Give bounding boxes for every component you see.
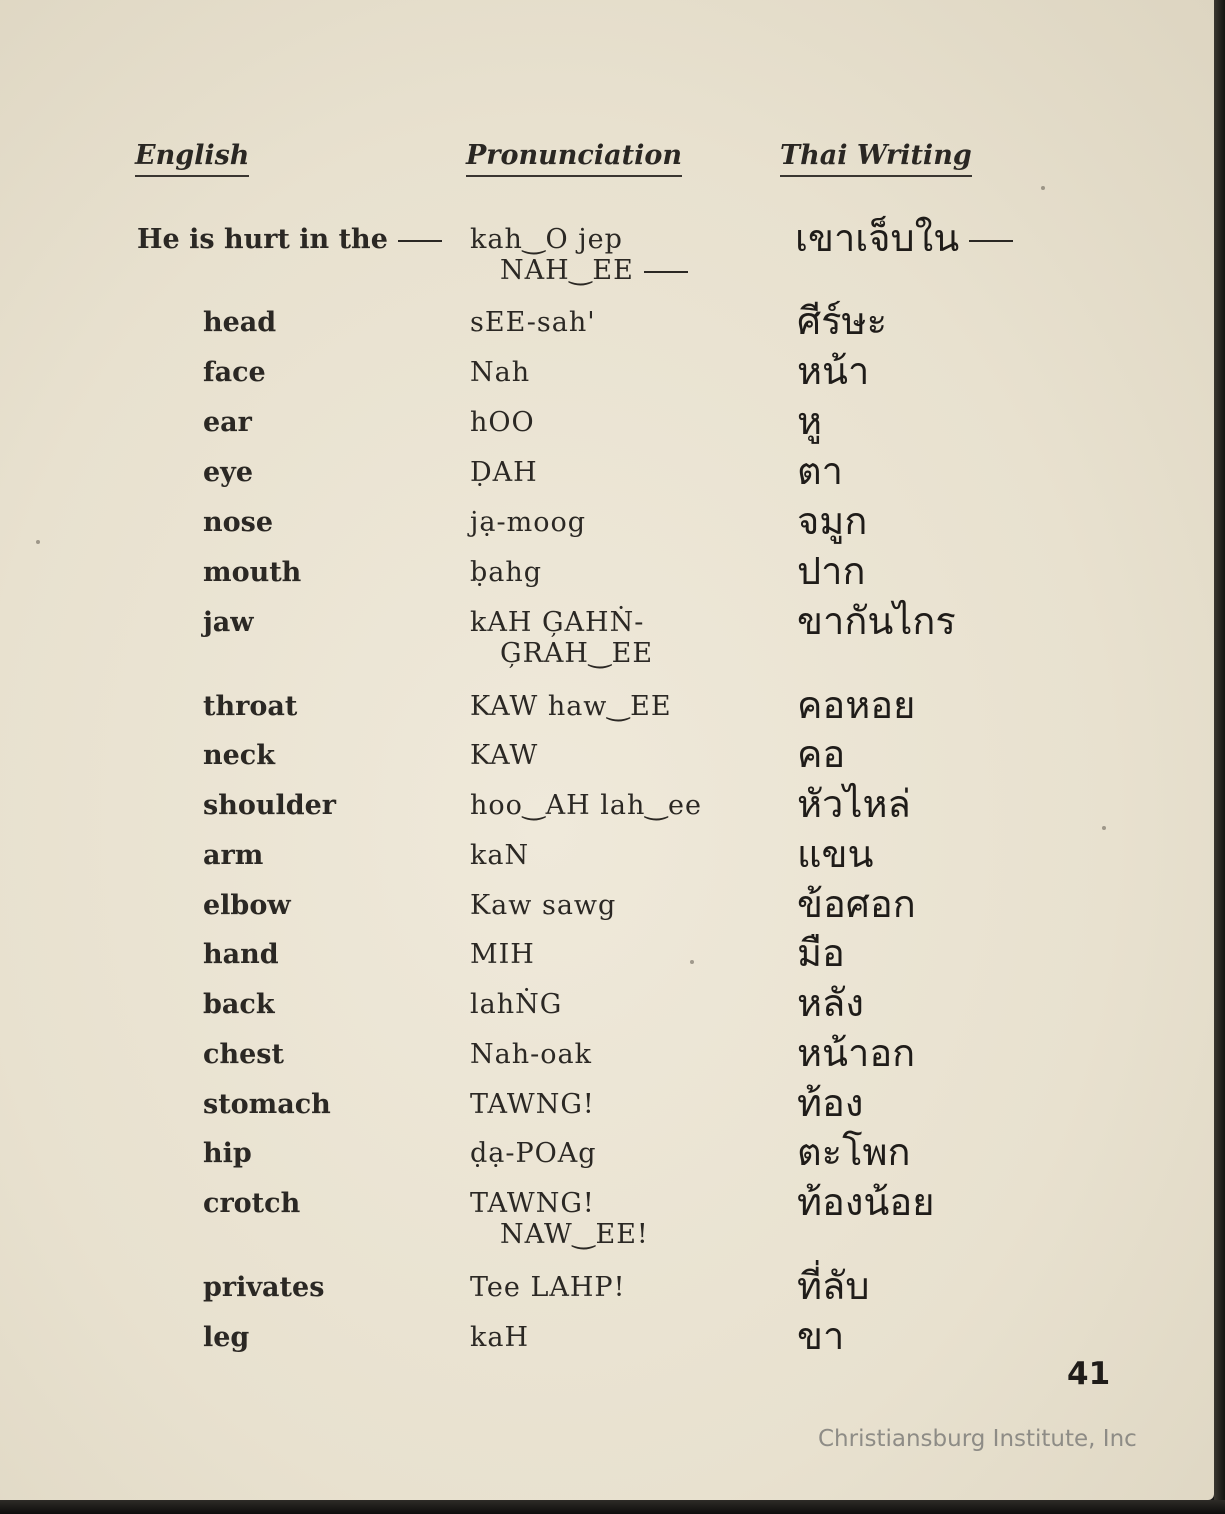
row-thai: หน้าอก: [797, 1031, 916, 1075]
row-thai: ตะโพก: [797, 1130, 911, 1174]
intro-thai: เขาเจ็บใน: [795, 219, 1013, 257]
row-english: jaw: [203, 607, 254, 638]
row-english: head: [203, 307, 277, 338]
row-thai: ปาก: [797, 549, 866, 593]
row-thai: ขากันไกร: [797, 599, 956, 643]
row-english: arm: [203, 840, 264, 871]
row-english: hip: [203, 1138, 252, 1169]
header-thai-writing: Thai Writing: [780, 140, 972, 177]
row-thai: แขน: [797, 832, 874, 876]
row-pronunciation: MIH: [470, 939, 535, 970]
blank-line: [969, 240, 1013, 242]
row-pronunciation: hoo‿AH lah‿ee: [470, 790, 703, 821]
blank-line: [398, 240, 442, 242]
row-english: chest: [203, 1039, 284, 1070]
row-english: privates: [203, 1272, 325, 1303]
header-english: English: [135, 140, 249, 177]
row-thai: จมูก: [797, 499, 868, 543]
row-english: ear: [203, 407, 252, 438]
row-pronunciation: ḌAH: [470, 457, 538, 488]
paper-speck: [1102, 826, 1106, 830]
page-edge-bottom: [0, 1500, 1225, 1514]
row-pronunciation: ḅahg: [470, 557, 543, 588]
row-thai: หัวไหล่: [797, 782, 911, 826]
page-edge-right: [1214, 0, 1225, 1514]
row-pronunciation: Nah: [470, 357, 531, 388]
row-thai: คอ: [797, 732, 846, 776]
row-thai: ขา: [797, 1314, 845, 1358]
row-pronunciation: sEE-sah': [470, 307, 596, 338]
row-thai: หน้า: [797, 349, 870, 393]
row-english: mouth: [203, 557, 302, 588]
row-thai: คอหอย: [797, 683, 916, 727]
row-english: hand: [203, 939, 279, 970]
row-pronunciation: KAW haw‿EE: [470, 691, 672, 722]
row-english: shoulder: [203, 790, 337, 821]
row-english: back: [203, 989, 275, 1020]
row-pronunciation: Nah-oak: [470, 1039, 592, 1070]
paper-speck: [36, 540, 40, 544]
blank-line: [644, 271, 688, 273]
intro-english: He is hurt in the: [137, 224, 442, 255]
paper-speck: [1041, 186, 1045, 190]
row-english: eye: [203, 457, 254, 488]
row-english: elbow: [203, 890, 291, 921]
row-pronunciation: hOO: [470, 407, 535, 438]
row-pronunciation: TAWNG! NAW‿EE!: [470, 1188, 649, 1250]
row-english: stomach: [203, 1089, 331, 1120]
row-thai: ข้อศอก: [797, 882, 916, 926]
row-english: leg: [203, 1322, 250, 1353]
row-english: neck: [203, 740, 275, 771]
row-thai: ที่ลับ: [797, 1264, 870, 1308]
row-english: throat: [203, 691, 298, 722]
watermark-credit: Christiansburg Institute, Inc: [818, 1426, 1137, 1452]
row-english: crotch: [203, 1188, 301, 1219]
row-pronunciation: kaN: [470, 840, 530, 871]
header-pronunciation: Pronunciation: [466, 140, 682, 177]
row-pronunciation: ḍạ-POAg: [470, 1138, 597, 1169]
row-pronunciation: kAH ĢAHṄ- ĢRAH‿EE: [470, 607, 654, 669]
row-thai: ท้อง: [797, 1081, 864, 1125]
row-pronunciation: KAW: [470, 740, 539, 771]
paper-speck: [690, 960, 694, 964]
row-thai: หลัง: [797, 981, 864, 1025]
row-pronunciation: TAWNG!: [470, 1089, 595, 1120]
row-pronunciation: Kaw sawg: [470, 890, 617, 921]
row-thai: ศีร์ษะ: [797, 299, 887, 343]
row-pronunciation: jạ-moog: [470, 507, 586, 538]
row-thai: มือ: [797, 931, 845, 975]
row-pronunciation: kaH: [470, 1322, 530, 1353]
row-english: nose: [203, 507, 274, 538]
row-thai: หู: [797, 399, 823, 443]
row-pronunciation: lahṄG: [470, 989, 563, 1020]
row-thai: ท้องน้อย: [797, 1180, 935, 1224]
page-number: 41: [1067, 1356, 1111, 1392]
row-thai: ตา: [797, 449, 844, 493]
intro-pronunciation: kah‿O jep NAH‿EE: [470, 224, 688, 286]
row-english: face: [203, 357, 266, 388]
row-pronunciation: Tee LAHP!: [470, 1272, 626, 1303]
